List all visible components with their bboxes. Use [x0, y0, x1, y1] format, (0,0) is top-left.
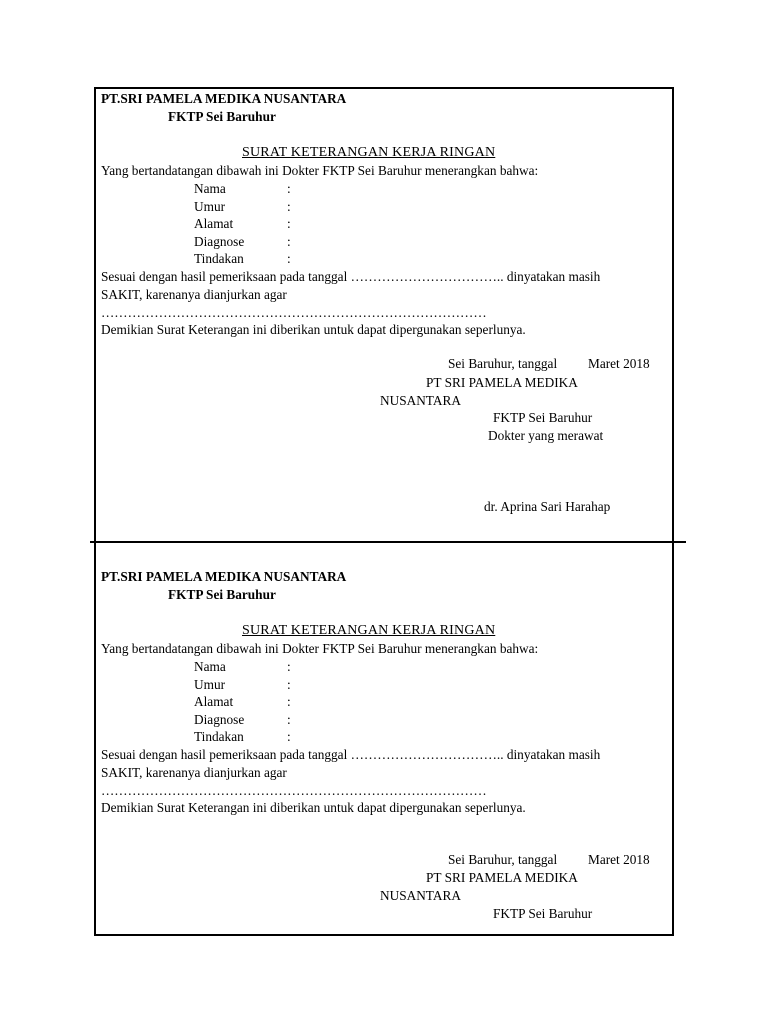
signature-company-line-1: PT SRI PAMELA MEDIKA: [426, 870, 578, 885]
field-separator: :: [287, 677, 291, 692]
field-label-diagnose: Diagnose: [194, 712, 245, 727]
closing-text: Demikian Surat Keterangan ini diberikan untuk dapat dipergunakan seperlunya.: [101, 800, 526, 815]
field-label-umur: Umur: [194, 199, 226, 214]
field-separator: :: [287, 659, 291, 674]
signature-clinic: FKTP Sei Baruhur: [493, 410, 593, 425]
field-separator: :: [287, 694, 291, 709]
intro-text: Yang bertandatangan dibawah ini Dokter FKTP Sei Baruhur menerangkan bahwa:: [101, 163, 539, 178]
dotted-fill-line: ……………………………………………………………………………: [101, 783, 487, 798]
clinic-name: FKTP Sei Baruhur: [168, 587, 276, 602]
letter-title: SURAT KETERANGAN KERJA RINGAN: [242, 623, 496, 638]
dotted-fill-line: ……………………………………………………………………………: [101, 305, 487, 320]
field-label-tindakan: Tindakan: [194, 729, 244, 744]
field-label-tindakan: Tindakan: [194, 251, 244, 266]
signature-company-line-2: NUSANTARA: [380, 393, 461, 408]
field-separator: :: [287, 181, 291, 196]
clinic-name: FKTP Sei Baruhur: [168, 109, 276, 124]
field-separator: :: [287, 234, 291, 249]
doctor-name: dr. Aprina Sari Harahap: [484, 499, 611, 514]
field-label-nama: Nama: [194, 659, 226, 674]
field-separator: :: [287, 729, 291, 744]
company-name: PT.SRI PAMELA MEDIKA NUSANTARA: [101, 91, 347, 106]
intro-text: Yang bertandatangan dibawah ini Dokter FKTP Sei Baruhur menerangkan bahwa:: [101, 641, 539, 656]
field-separator: :: [287, 712, 291, 727]
body-text-line-1: Sesuai dengan hasil pemeriksaan pada tanggal …………………………….. dinyatakan masih: [101, 269, 601, 284]
field-label-umur: Umur: [194, 677, 226, 692]
letter-title: SURAT KETERANGAN KERJA RINGAN: [242, 145, 496, 160]
company-name: PT.SRI PAMELA MEDIKA NUSANTARA: [101, 569, 347, 584]
signature-clinic: FKTP Sei Baruhur: [493, 906, 593, 921]
place-date: Sei Baruhur, tanggal: [448, 356, 558, 371]
field-label-alamat: Alamat: [194, 216, 234, 231]
place-date: Sei Baruhur, tanggal: [448, 852, 558, 867]
signature-company-line-2: NUSANTARA: [380, 888, 461, 903]
body-text-line-2: SAKIT, karenanya dianjurkan agar: [101, 765, 287, 780]
signature-role: Dokter yang merawat: [488, 428, 604, 443]
field-separator: :: [287, 216, 291, 231]
month-year: Maret 2018: [588, 356, 650, 371]
field-label-diagnose: Diagnose: [194, 234, 245, 249]
closing-text: Demikian Surat Keterangan ini diberikan untuk dapat dipergunakan seperlunya.: [101, 322, 526, 337]
cut-line-divider: [90, 541, 686, 543]
body-text-line-2: SAKIT, karenanya dianjurkan agar: [101, 287, 287, 302]
field-separator: :: [287, 251, 291, 266]
field-label-alamat: Alamat: [194, 694, 234, 709]
field-separator: :: [287, 199, 291, 214]
body-text-line-1: Sesuai dengan hasil pemeriksaan pada tanggal …………………………….. dinyatakan masih: [101, 747, 601, 762]
field-label-nama: Nama: [194, 181, 226, 196]
month-year: Maret 2018: [588, 852, 650, 867]
signature-company-line-1: PT SRI PAMELA MEDIKA: [426, 375, 578, 390]
